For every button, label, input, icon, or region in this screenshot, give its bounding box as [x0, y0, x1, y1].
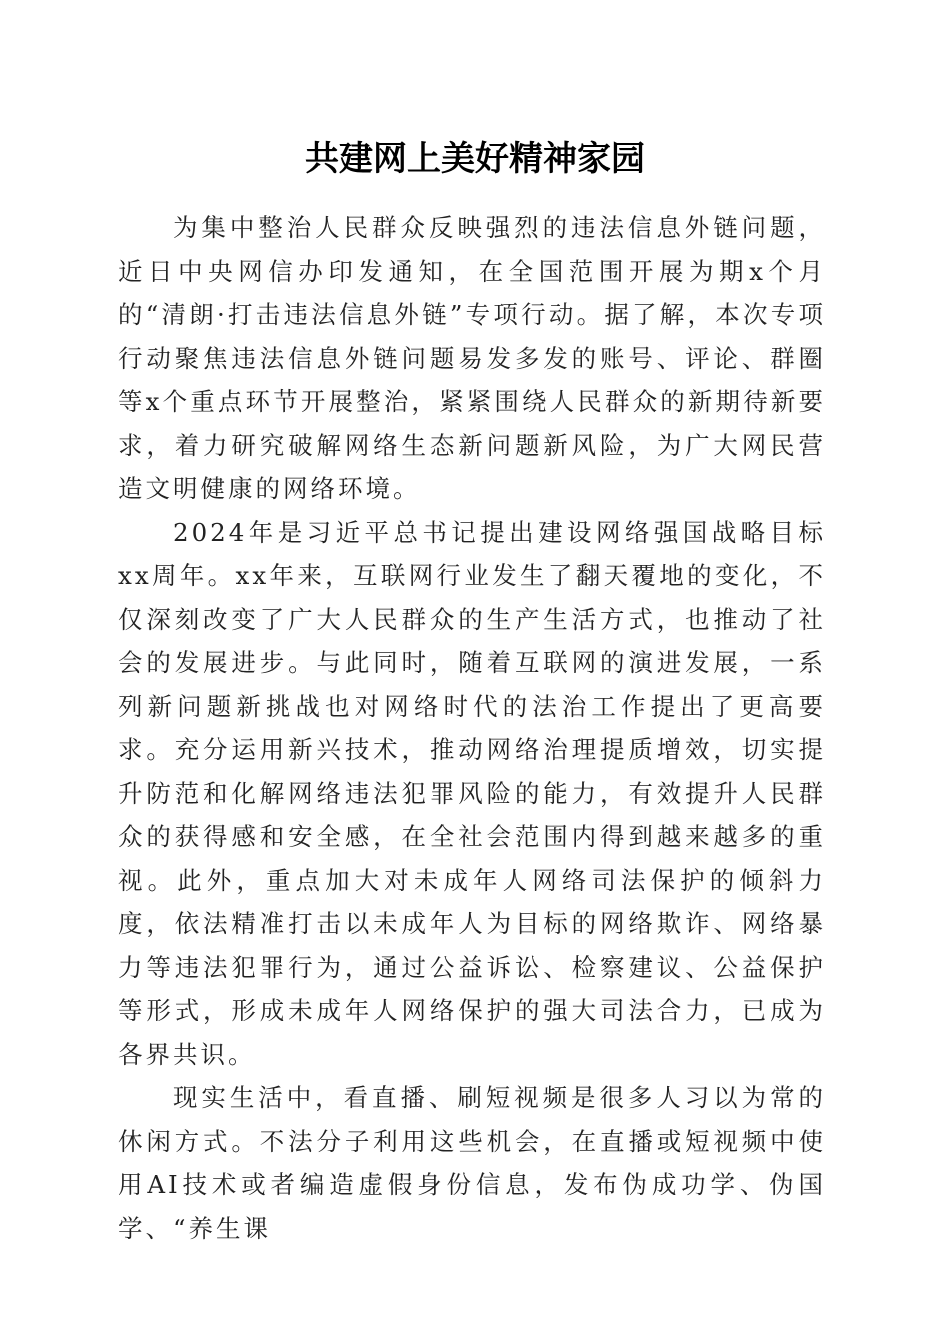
paragraph-1: 为集中整治人民群众反映强烈的违法信息外链问题，近日中央网信办印发通知，在全国范围开展为期x个月的“清朗·打击违法信息外链”专项行动。据了解，本次专项行动聚焦违法信息外链问题易发多发的账号、评论、群圈等x个重点环节开展整治，紧紧围绕人民群众的新期待新要求，着力研究破解网络生态新问题新风险，为广大网民营造文明健康的网络环境。 — [118, 213, 826, 503]
document-title: 共建网上美好精神家园 — [305, 139, 645, 179]
document-body — [118, 206, 826, 1250]
paragraph-2: 2024年是习近平总书记提出建设网络强国战略目标xx周年。xx年来，互联网行业发生了翻天覆地的变化，不仅深刻改变了广大人民群众的生产生活方式，也推动了社会的发展进步。与此同时，随着互联网的演进发展，一系列新问题新挑战也对网络时代的法治工作提出了更高要求。充分运用新兴技术，推动网络治理提质增效，切实提升防范和化解网络违法犯罪风险的能力，有效提升人民群众的获得感和安全感，在全社会范围内得到越来越多的重视。此外，重点加大对未成年人网络司法保护的倾斜力度，依法精准打击以未成年人为目标的网络欺诈、网络暴力等违法犯罪行为，通过公益诉讼、检察建议、公益保护等形式，形成未成年人网络保护的强大司法合力，已成为各界共识。 — [118, 517, 826, 1069]
paragraph-3: 现实生活中，看直播、刷短视频是很多人习以为常的休闲方式。不法分子利用这些机会，在直播或短视频中使用AI技术或者编造虚假身份信息，发布伪成功学、伪国学、“养生课 — [118, 1083, 826, 1243]
